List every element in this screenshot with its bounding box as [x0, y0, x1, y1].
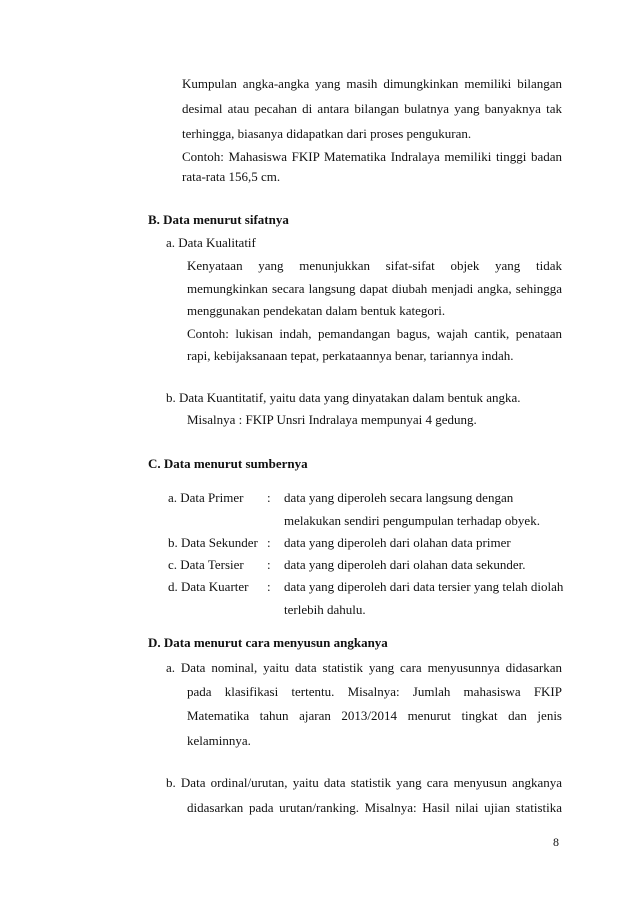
- source-row-label: c. Data Tersier: [168, 557, 244, 572]
- section-b-a-line-1: Kenyataan yang menunjukkan sifat-sifat objek yang tidak: [187, 258, 562, 273]
- source-row-desc: data yang diperoleh dari data tersier yang telah diolah: [284, 579, 564, 594]
- section-b-a-line-5: rapi, kebijaksanaan tepat, perkataannya benar, tariannya indah.: [187, 348, 514, 363]
- source-row-colon: :: [267, 535, 271, 550]
- source-row-desc: data yang diperoleh dari olahan data sekunder.: [284, 557, 526, 572]
- section-b-a-line-2: memungkinkan secara langsung dapat diubah menjadi angka, sehingga: [187, 281, 562, 296]
- section-c-heading: C. Data menurut sumbernya: [148, 456, 308, 471]
- section-d-a-line-1: a. Data nominal, yaitu data statistik yang cara menyusunnya didasarkan: [166, 660, 562, 675]
- intro-line-4: Contoh: Mahasiswa FKIP Matematika Indralaya memiliki tinggi badan: [182, 149, 562, 164]
- section-b-b-line-2: Misalnya : FKIP Unsri Indralaya mempunyai 4 gedung.: [187, 412, 477, 427]
- source-row-desc: data yang diperoleh dari olahan data primer: [284, 535, 511, 550]
- section-d-b-line-2: didasarkan pada urutan/ranking. Misalnya: Hasil nilai ujian statistika: [187, 800, 562, 815]
- section-b-a-line-3: menggunakan pendekatan dalam bentuk kategori.: [187, 303, 446, 318]
- section-d-heading: D. Data menurut cara menyusun angkanya: [148, 635, 388, 650]
- section-b-a-line-4: Contoh: lukisan indah, pemandangan bagus, wajah cantik, penataan: [187, 326, 562, 341]
- section-d-b-line-1: b. Data ordinal/urutan, yaitu data statistik yang cara menyusun angkanya: [166, 775, 562, 790]
- source-row-colon: :: [267, 490, 271, 505]
- source-row-desc: terlebih dahulu.: [284, 602, 366, 617]
- intro-line-1: Kumpulan angka-angka yang masih dimungkinkan memiliki bilangan: [182, 76, 562, 91]
- intro-line-2: desimal atau pecahan di antara bilangan bulatnya yang banyaknya tak: [182, 101, 562, 116]
- source-row-colon: :: [267, 579, 271, 594]
- intro-line-3: terhingga, biasanya didapatkan dari proses pengukuran.: [182, 126, 472, 141]
- source-row-label: a. Data Primer: [168, 490, 244, 505]
- source-row-desc: melakukan sendiri pengumpulan terhadap obyek.: [284, 513, 540, 528]
- source-row-desc: data yang diperoleh secara langsung dengan: [284, 490, 514, 505]
- page-number: 8: [553, 835, 559, 849]
- source-row-colon: :: [267, 557, 271, 572]
- section-b-b-line-1: b. Data Kuantitatif, yaitu data yang dinyatakan dalam bentuk angka.: [166, 390, 521, 405]
- section-b-heading: B. Data menurut sifatnya: [148, 212, 289, 227]
- section-d-a-line-2: pada klasifikasi tertentu. Misalnya: Jumlah mahasiswa FKIP: [187, 684, 562, 699]
- section-b-a-label: a. Data Kualitatif: [166, 235, 256, 250]
- section-d-a-line-4: kelaminnya.: [187, 733, 251, 748]
- source-row-label: d. Data Kuarter: [168, 579, 249, 594]
- source-row-label: b. Data Sekunder: [168, 535, 258, 550]
- section-d-a-line-3: Matematika tahun ajaran 2013/2014 menurut tingkat dan jenis: [187, 708, 562, 723]
- intro-line-5: rata-rata 156,5 cm.: [182, 169, 281, 184]
